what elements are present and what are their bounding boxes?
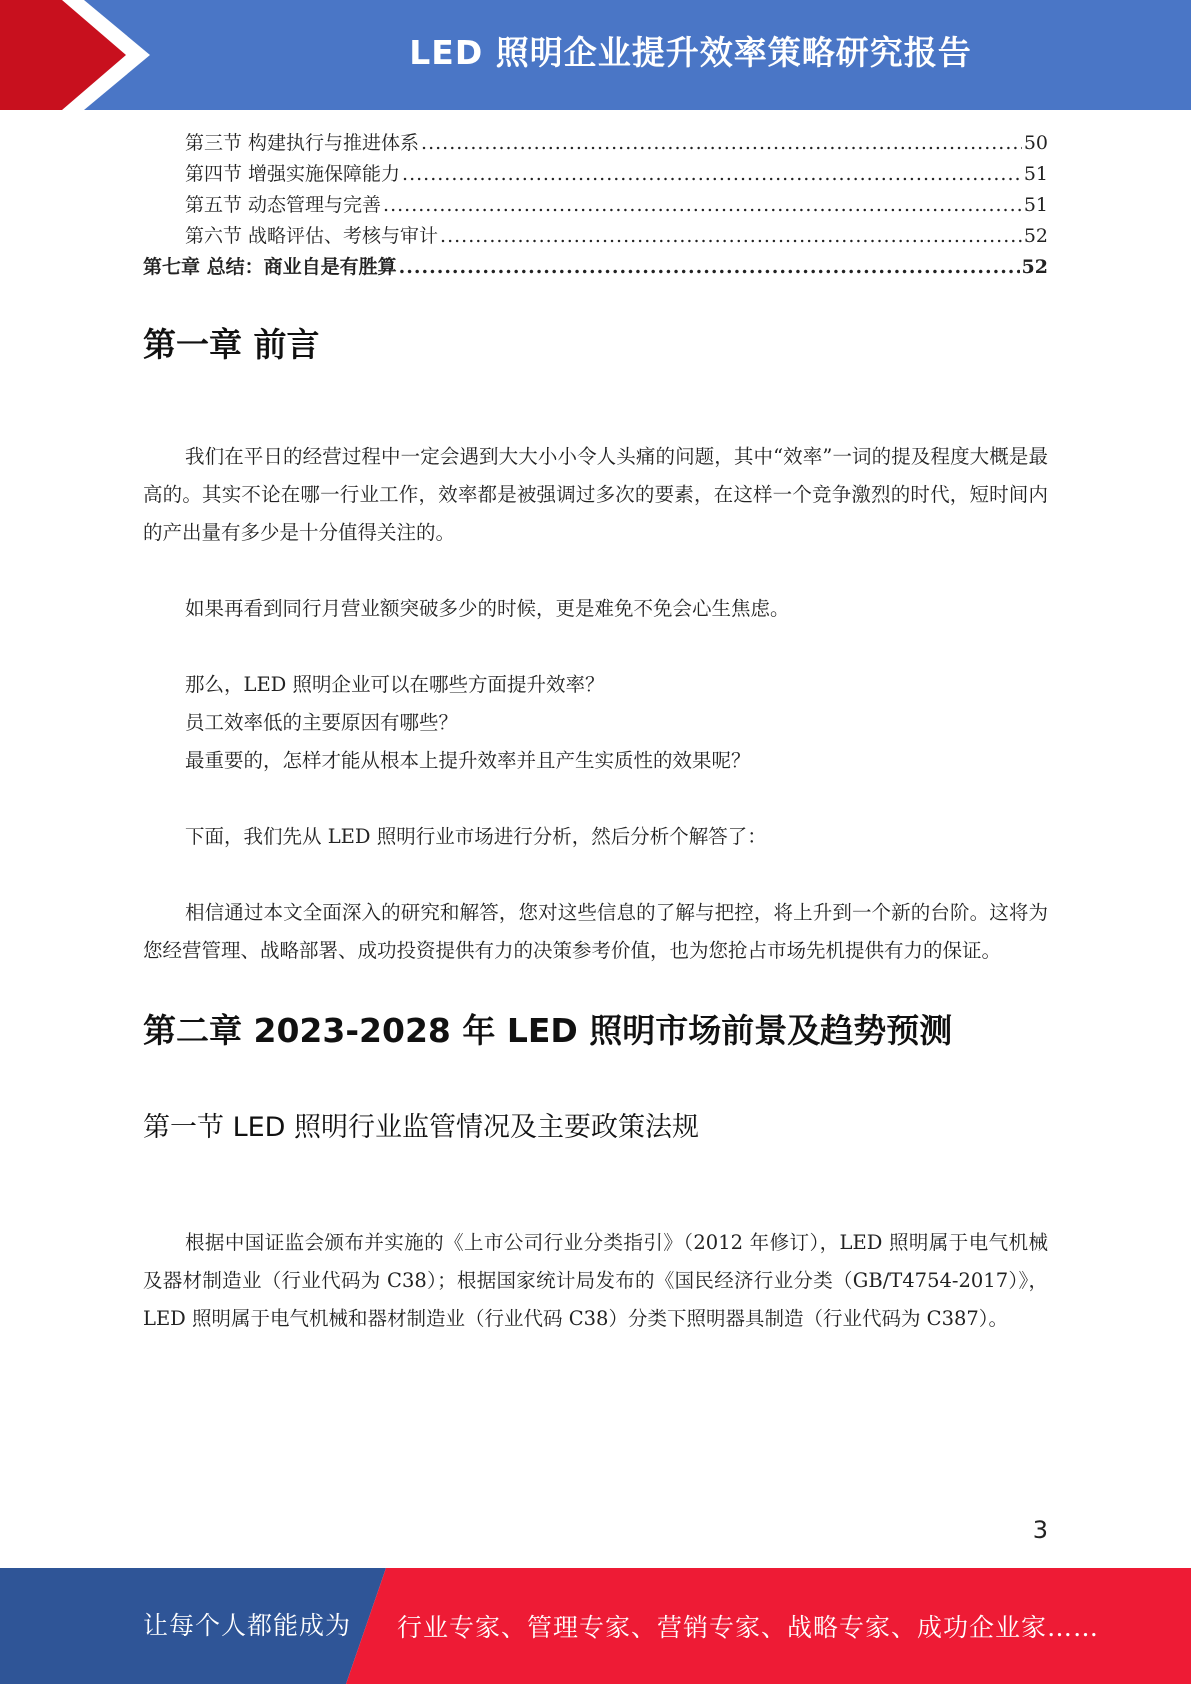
paragraph: 我们在平日的经营过程中一定会遇到大大小小令人头痛的问题，其中“效率”一词的提及程度大概是最高的。其实不论在哪一行业工作，效率都是被强调过多次的要素，在这样一个竞争激烈的时代，短时间内的产出量有多少是十分值得关注的。 bbox=[143, 445, 1048, 544]
toc-entry-page: 51 bbox=[1023, 194, 1048, 216]
toc-entry[interactable] bbox=[143, 190, 1048, 221]
toc-entry[interactable] bbox=[143, 159, 1048, 190]
toc-entry-page: 52 bbox=[1021, 256, 1048, 278]
toc-entry-page: 51 bbox=[1023, 163, 1048, 185]
toc-entry-label: 第七章 总结：商业自是有胜算 bbox=[143, 256, 397, 278]
paragraph: 相信通过本文全面深入的研究和解答，您对这些信息的了解与把控，将上升到一个新的台阶。这将为您经营管理、战略部署、成功投资提供有力的决策参考价值，也为您抢占市场先机提供有力的保证。 bbox=[143, 901, 1048, 962]
chapter-1-heading: 第一章 前言 bbox=[143, 325, 320, 364]
toc-entry-label: 第四节 增强实施保障能力 bbox=[185, 163, 401, 185]
toc-leader-dots bbox=[421, 128, 1022, 159]
toc-entry-page: 50 bbox=[1023, 132, 1048, 154]
toc-entry-label: 第五节 动态管理与完善 bbox=[185, 194, 382, 216]
table-of-contents bbox=[143, 128, 1048, 283]
toc-leader-dots bbox=[383, 190, 1022, 221]
chapter-2-heading: 第二章 2023-2028 年 LED 照明市场前景及趋势预测 bbox=[143, 1011, 953, 1050]
toc-entry-label: 第三节 构建执行与推进体系 bbox=[185, 132, 420, 154]
toc-entry[interactable] bbox=[143, 221, 1048, 252]
paragraph: 员工效率低的主要原因有哪些？ bbox=[185, 711, 459, 734]
paragraph: 根据中国证监会颁布并实施的《上市公司行业分类指引》（2012 年修订），LED 照明属于电气机械及器材制造业（行业代码为 C38）；根据国家统计局发布的《国民经济行业分类（GB/T4754-2017）》，LED 照明属于电气机械和器材制造业（行业代码 C38）分类下照明器具制造（行业代码为 C387）。 bbox=[143, 1231, 1048, 1330]
document-body bbox=[143, 320, 1048, 1338]
paragraph: 最重要的，怎样才能从根本上提升效率并且产生实质性的效果呢？ bbox=[185, 749, 751, 772]
toc-entry-page: 52 bbox=[1023, 225, 1048, 247]
toc-leader-dots bbox=[399, 252, 1020, 283]
toc-chapter-entry[interactable] bbox=[143, 252, 1048, 283]
paragraph: 那么，LED 照明企业可以在哪些方面提升效率？ bbox=[185, 673, 605, 696]
page-number: 3 bbox=[1032, 1516, 1048, 1544]
report-title: LED 照明企业提升效率策略研究报告 bbox=[409, 33, 972, 72]
paragraph: 下面，我们先从 LED 照明行业市场进行分析，然后分析个解答了： bbox=[185, 825, 767, 848]
toc-entry-label: 第六节 战略评估、考核与审计 bbox=[185, 225, 439, 247]
section-1-heading: 第一节 LED 照明行业监管情况及主要政策法规 bbox=[143, 1112, 700, 1143]
footer-banner bbox=[0, 1568, 1191, 1684]
toc-leader-dots bbox=[440, 221, 1022, 252]
footer-slogan-right: 行业专家、管理专家、营销专家、战略专家、成功企业家…… bbox=[397, 1613, 1100, 1642]
toc-entry[interactable] bbox=[143, 128, 1048, 159]
toc-leader-dots bbox=[402, 159, 1022, 190]
header-banner bbox=[0, 0, 1191, 110]
paragraph: 如果再看到同行月营业额突破多少的时候，更是难免不免会心生焦虑。 bbox=[185, 597, 790, 620]
footer-slogan-left: 让每个人都能成为 bbox=[143, 1611, 352, 1640]
